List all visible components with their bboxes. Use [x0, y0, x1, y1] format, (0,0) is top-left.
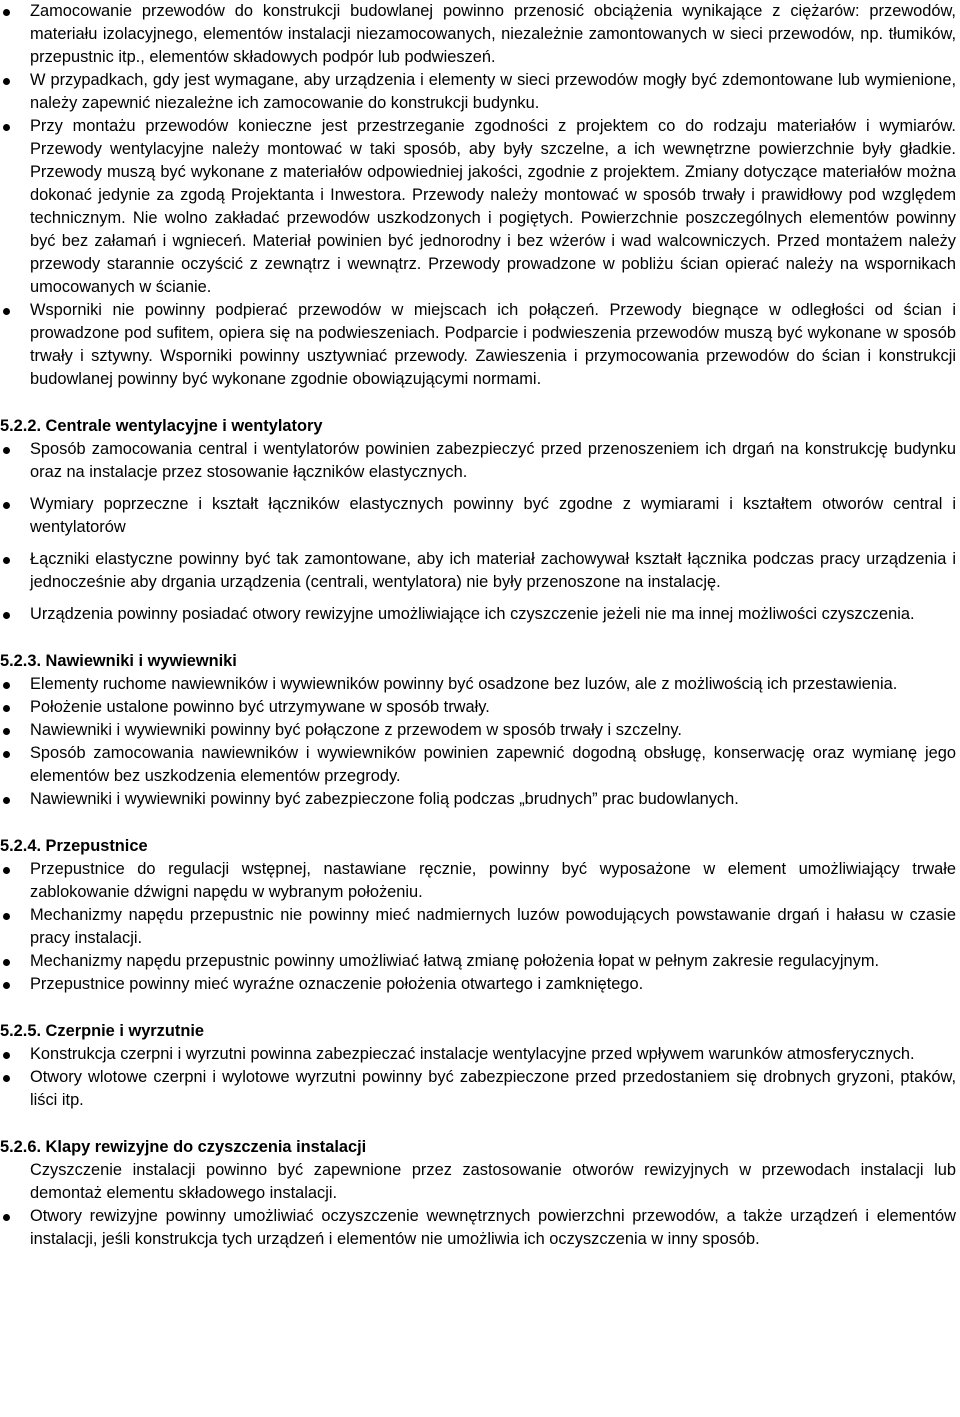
bullet-icon	[3, 797, 10, 804]
bullet-icon	[3, 612, 10, 619]
bullet-icon	[3, 705, 10, 712]
list-item: Konstrukcja czerpni i wyrzutni powinna zabezpieczać instalacje wentylacyjne przed wpływem warunków atmosferycznych.	[0, 1043, 956, 1066]
bullet-icon	[3, 9, 10, 16]
list-item: Wymiary poprzeczne i kształt łączników elastycznych powinny być zgodne z wymiarami i kształtem otworów central i wentylatorów	[0, 493, 956, 539]
bullet-icon	[3, 308, 10, 315]
intro-list	[0, 0, 956, 391]
list-item: Przepustnice powinny mieć wyraźne oznaczenie położenia otwartego i zamkniętego.	[0, 973, 956, 996]
bullet-icon	[3, 982, 10, 989]
bullet-icon	[3, 502, 10, 509]
list-item: Przy montażu przewodów konieczne jest przestrzeganie zgodności z projektem co do rodzaju materiałów i wymiarów. Przewody wentylacyjne należy montować w taki sposób, aby były szczelne, a ich wewnętrzne powierzchnie były gładkie. Przewody muszą być wykonane z materiałów odpowiedniej jakości, zgodnie z projektem. Zmiany dotyczące materiałów można dokonać jedynie za zgodą Projektanta i Inwestora. Przewody należy montować w sposób trwały i prawidłowy pod względem technicznym. Nie wolno zakładać przewodów uszkodzonych i pogiętych. Powierzchnie poszczególnych elementów powinny być bez załamań i wgnieceń. Materiał powinien być jednorodny i bez wżerów i wad walcowniczych. Przed montażem należy przewody starannie oczyścić z zewnątrz i wewnątrz. Przewody prowadzone w pobliżu ścian opierać należy na wspornikach umocowanych w ścianie.	[0, 115, 956, 299]
list-item: Położenie ustalone powinno być utrzymywane w sposób trwały.	[0, 696, 956, 719]
bullet-icon	[3, 557, 10, 564]
bullet-icon	[3, 728, 10, 735]
list-item: Otwory rewizyjne powinny umożliwiać oczyszczenie wewnętrznych powierzchni przewodów, a także urządzeń i elementów instalacji, jeśli konstrukcja tych urządzeń i elementów nie umożliwia ich oczyszczenia w inny sposób.	[0, 1205, 956, 1251]
section-heading-526: 5.2.6. Klapy rewizyjne do czyszczenia instalacji	[0, 1138, 367, 1156]
bullet-icon	[3, 867, 10, 874]
list-item: Zamocowanie przewodów do konstrukcji budowlanej powinno przenosić obciążenia wynikające z ciężarów: przewodów, materiału izolacyjnego, elementów instalacji niezamocowanych, niezależnie zamontowanych w sieci przewodów, np. tłumików, przepustnic itp., elementów składowych podpór lub podwieszeń.	[0, 0, 956, 69]
list-item: Mechanizmy napędu przepustnic nie powinny mieć nadmiernych luzów powodujących powstawanie drgań i hałasu w czasie pracy instalacji.	[0, 904, 956, 950]
bullet-icon	[3, 1214, 10, 1221]
section-heading-524: 5.2.4. Przepustnice	[0, 837, 148, 855]
list-item: Przepustnice do regulacji wstępnej, nastawiane ręcznie, powinny być wyposażone w element umożliwiający trwałe zablokowanie dźwigni napędu w wybranym położeniu.	[0, 858, 956, 904]
bullet-icon	[3, 447, 10, 454]
bullet-icon	[3, 959, 10, 966]
list-item: Nawiewniki i wywiewniki powinny być połączone z przewodem w sposób trwały i szczelny.	[0, 719, 956, 742]
section-heading-522: 5.2.2. Centrale wentylacyjne i wentylatory	[0, 417, 323, 435]
list-item: Mechanizmy napędu przepustnic powinny umożliwiać łatwą zmianę położenia łopat w pełnym zakresie regulacyjnym.	[0, 950, 956, 973]
section-524-list	[0, 858, 956, 996]
list-item: Sposób zamocowania central i wentylatorów powinien zabezpieczyć przed przenoszeniem ich drgań na konstrukcję budynku oraz na instalacje przez stosowanie łączników elastycznych.	[0, 438, 956, 484]
section-heading-525: 5.2.5. Czerpnie i wyrzutnie	[0, 1022, 205, 1040]
section-526-paragraph: Czyszczenie instalacji powinno być zapewnione przez zastosowanie otworów rewizyjnych w przewodach instalacji lub demontaż elementu składowego instalacji.	[30, 1161, 956, 1202]
section-523-list	[0, 673, 956, 811]
section-526-list	[0, 1205, 956, 1251]
list-item: Urządzenia powinny posiadać otwory rewizyjne umożliwiające ich czyszczenie jeżeli nie ma innej możliwości czyszczenia.	[0, 603, 956, 626]
list-item: Łączniki elastyczne powinny być tak zamontowane, aby ich materiał zachowywał kształt łącznika podczas pracy urządzenia i jednocześnie aby drgania urządzenia (centrali, wentylatora) nie były przenoszone na instalację.	[0, 548, 956, 594]
list-item: Wsporniki nie powinny podpierać przewodów w miejscach ich połączeń. Przewody biegnące w odległości od ścian i prowadzone pod sufitem, opiera się na podwieszeniach. Podparcie i podwieszenia przewodów muszą być wykonane w sposób trwały i sztywny. Wsporniki powinny usztywniać przewody. Zawieszenia i przymocowania przewodów do ścian i konstrukcji budowlanej powinny być wykonane zgodnie obowiązującymi normami.	[0, 299, 956, 391]
section-522-list	[0, 438, 956, 626]
list-item: W przypadkach, gdy jest wymagane, aby urządzenia i elementy w sieci przewodów mogły być zdemontowane lub wymienione, należy zapewnić niezależne ich zamocowanie do konstrukcji budynku.	[0, 69, 956, 115]
section-heading-523: 5.2.3. Nawiewniki i wywiewniki	[0, 652, 237, 670]
bullet-icon	[3, 1052, 10, 1059]
bullet-icon	[3, 751, 10, 758]
list-item: Nawiewniki i wywiewniki powinny być zabezpieczone folią podczas „brudnych” prac budowlanych.	[0, 788, 956, 811]
list-item: Elementy ruchome nawiewników i wywiewników powinny być osadzone bez luzów, ale z możliwością ich przestawienia.	[0, 673, 956, 696]
bullet-icon	[3, 913, 10, 920]
bullet-icon	[3, 1075, 10, 1082]
bullet-icon	[3, 682, 10, 689]
list-item: Sposób zamocowania nawiewników i wywiewników powinien zapewnić dogodną obsługę, konserwację oraz wymianę jego elementów bez uszkodzenia elementów przegrody.	[0, 742, 956, 788]
list-item: Otwory wlotowe czerpni i wylotowe wyrzutni powinny być zabezpieczone przed przedostaniem się drobnych gryzoni, ptaków, liści itp.	[0, 1066, 956, 1112]
bullet-icon	[3, 124, 10, 131]
section-525-list	[0, 1043, 956, 1112]
bullet-icon	[3, 78, 10, 85]
